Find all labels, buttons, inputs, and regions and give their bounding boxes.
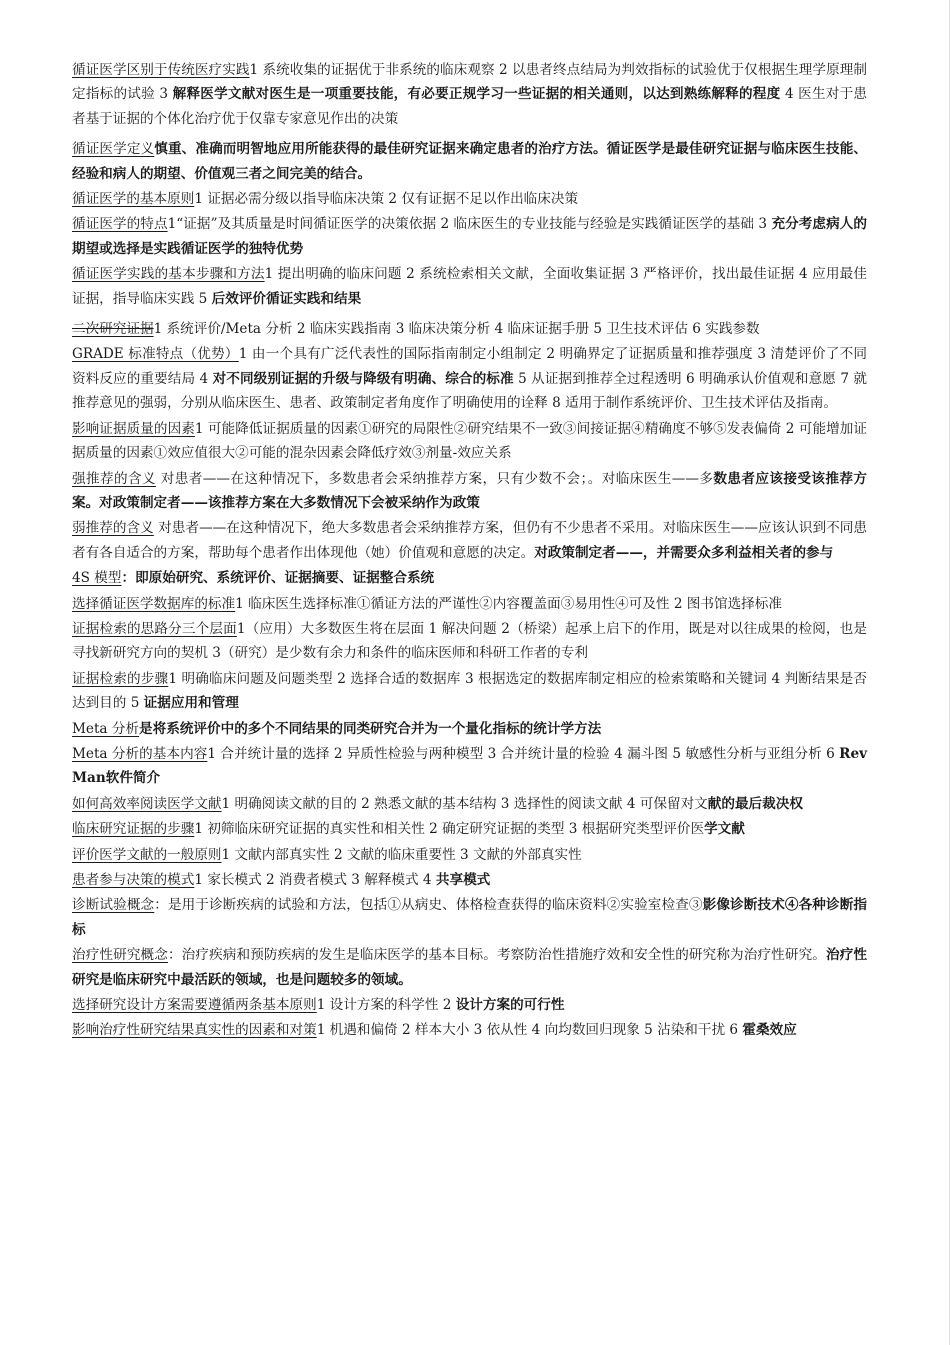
entry-bold: 后效评价循证实践和结果 bbox=[211, 290, 362, 307]
entry-text: 1 临床医生选择标准①循证方法的严谨性②内容覆盖面③易用性④可及性 2 图书馆选择标准 bbox=[235, 595, 782, 612]
entry-text: 对患者——在这种情况下，多数患者会采纳推荐方案，只有少数不会；。对临床医生——多 bbox=[156, 470, 714, 487]
entry-bold: 解释医学文献对医生是一项重要技能，有必要正规学习一些证据的相关通则，以达到熟练解释的程度 bbox=[172, 86, 781, 103]
entry-appraisal-principles bbox=[72, 843, 867, 867]
entry-term: 循证医学实践的基本步骤和方法 bbox=[72, 266, 265, 283]
entry-bold: 影像诊断技术④各种诊断指标 bbox=[72, 897, 868, 938]
entry-term: 患者参与决策的模式 bbox=[72, 872, 195, 888]
entry-strong-recommendation bbox=[72, 467, 867, 516]
entry-text: 1 系统收集的证据优于非系统的临床观察 2 以患者终点结局为判效指标的试验优于仅根据生理学原理制定指标的试验 3 bbox=[72, 62, 867, 103]
entry-bold: 数患者应该接受该推荐方案。对政策制定者——该推荐方案在大多数情况下会被采纳作为政策 bbox=[72, 470, 867, 511]
entry-ebm-steps bbox=[72, 262, 867, 311]
entry-text: 1“证据”及其质量是时间循证医学的决策依据 2 临床医生的专业技能与经验是实践循证医学的基础 3 bbox=[167, 216, 772, 233]
document-body bbox=[72, 58, 867, 1044]
entry-bold: 霍桑效应 bbox=[742, 1022, 797, 1039]
entry-bold: ：即原始研究、系统评价、证据摘要、证据整合系统 bbox=[121, 570, 435, 587]
entry-term: 选择研究设计方案需要遵循两条基本原则 bbox=[72, 997, 317, 1014]
entry-term: 影响证据质量的因素 bbox=[72, 420, 195, 437]
entry-term: Meta 分析的基本内容 bbox=[72, 745, 208, 762]
entry-therapeutic-study bbox=[72, 943, 867, 992]
entry-tail: 5 从证据到推荐全过程透明 6 明确承认价值观和意愿 7 就推荐意见的强弱，分别从临床医生、患者、政策制定者角度作了明确使用的诠释 8 适用于制作系统评价、卫生技术评估及指南。 bbox=[72, 370, 868, 412]
entry-term: 证据检索的步骤 bbox=[72, 670, 169, 687]
entry-ebm-vs-traditional bbox=[72, 58, 867, 131]
entry-text: 1 提出明确的临床问题 2 系统检索相关文献，全面收集证据 3 严格评价，找出最佳证据 4 应用最佳证据，指导临床实践 5 bbox=[72, 266, 868, 307]
entry-term: 强推荐的含义 bbox=[72, 470, 157, 487]
entry-text: 1 可能降低证据质量的因素①研究的局限性②研究结果不一致③间接证据④精确度不够⑤发表偏倚 2 可能增加证据质量的因素①效应值很大②可能的混杂因素会降低疗效③剂量-效应关系 bbox=[72, 420, 867, 462]
entry-term: 选择循证医学数据库的标准 bbox=[72, 595, 236, 612]
entry-text: 1 文献内部真实性 2 文献的临床重要性 3 文献的外部真实性 bbox=[221, 846, 582, 863]
entry-text: 对患者——在这种情况下，绝大多数患者会采纳推荐方案，但仍有不少患者不采用。对临床医生——应该认识到不同患者有各自适合的方案，帮助每个患者作出体现他（她）价值观和意愿的决定。 bbox=[72, 520, 867, 561]
entry-term: 治疗性研究概念 bbox=[72, 947, 168, 964]
entry-text: 1（应用）大多数医生将在层面 1 解决问题 2（桥梁）起承上启下的作用，既是对以往成果的检阅，也是寻找新研究方向的契机 3（研究）是少数有余力和条件的临床医师和科研工作者的专利 bbox=[72, 620, 868, 662]
entry-bold: 共享模式 bbox=[435, 872, 491, 888]
entry-ebm-features bbox=[72, 212, 867, 261]
entry-evidence-quality-factors bbox=[72, 417, 867, 466]
entry-term: 循证医学区别于传统医疗实践 bbox=[72, 62, 250, 78]
entry-bold: 充分考虑病人的期望或选择是实践循证医学的独特优势 bbox=[72, 216, 867, 257]
entry-meta-analysis bbox=[72, 717, 867, 741]
entry-term: 弱推荐的含义 bbox=[72, 520, 154, 537]
entry-term: Meta 分析 bbox=[72, 720, 140, 737]
entry-text: 1 合并统计量的选择 2 异质性检验与两种模型 3 合并统计量的检验 4 漏斗图 5 敏感性分析与亚组分析 6 bbox=[207, 745, 840, 762]
entry-validity-factors bbox=[72, 1018, 867, 1042]
entry-term: 循证医学的特点 bbox=[72, 216, 168, 233]
entry-search-levels bbox=[72, 617, 867, 666]
entry-text: 1 家长模式 2 消费者模式 3 解释模式 4 bbox=[194, 872, 436, 888]
entry-text: 1 证据必需分级以指导临床决策 2 仅有证据不足以作出临床决策 bbox=[194, 191, 579, 208]
entry-meta-analysis-content bbox=[72, 742, 867, 791]
entry-term: 二次研究证据 bbox=[72, 321, 154, 338]
entry-bold: 是将系统评价中的多个不同结果的同类研究合并为一个量化指标的统计学方法 bbox=[139, 720, 602, 737]
entry-text: ：是用于诊断疾病的试验和方法，包括①从病史、体格检查获得的临床资料②实验室检查③ bbox=[154, 897, 703, 914]
entry-term: 循证医学定义 bbox=[72, 141, 155, 158]
entry-grade bbox=[72, 342, 867, 415]
entry-term: 证据检索的思路分三个层面 bbox=[72, 620, 237, 637]
entry-database-criteria bbox=[72, 592, 867, 616]
entry-4s-model bbox=[72, 566, 867, 590]
entry-text: 1 明确阅读文献的目的 2 熟悉文献的基本结构 3 选择性的阅读文献 4 可保留对文 bbox=[221, 795, 708, 812]
entry-design-principles bbox=[72, 993, 867, 1017]
entry-term: 循证医学的基本原则 bbox=[72, 191, 195, 208]
entry-term: 临床研究证据的步骤 bbox=[72, 821, 195, 838]
entry-term: 如何高效率阅读医学文献 bbox=[72, 795, 222, 812]
entry-term: 诊断试验概念 bbox=[72, 897, 155, 914]
entry-term: 评价医学文献的一般原则 bbox=[72, 846, 222, 863]
entry-bold: 对不同级别证据的升级与降级有明确、综合的标准 bbox=[212, 370, 514, 387]
entry-weak-recommendation bbox=[72, 516, 867, 565]
entry-bold: RevMan软件简介 bbox=[72, 745, 867, 787]
entry-clinical-evidence-steps bbox=[72, 817, 867, 841]
entry-bold: 慎重、准确而明智地应用所能获得的最佳研究证据来确定患者的治疗方法。 bbox=[154, 141, 607, 158]
entry-text: 1 设计方案的科学性 2 bbox=[316, 997, 456, 1014]
entry-bold: 设计方案的可行性 bbox=[455, 997, 565, 1014]
entry-ebm-definition bbox=[72, 137, 867, 186]
entry-term: 4S 模型 bbox=[72, 570, 122, 587]
entry-text: 1 初筛临床研究证据的真实性和相关性 2 确定研究证据的类型 3 根据研究类型评价医 bbox=[194, 821, 705, 838]
entry-text: 1 系统评价/Meta 分析 2 临床实践指南 3 临床决策分析 4 临床证据手册 5 卫生技术评估 6 实践参数 bbox=[153, 321, 760, 338]
entry-bold: 证据应用和管理 bbox=[143, 695, 239, 712]
entry-text: ：治疗疾病和预防疾病的发生是临床医学的基本目标。考察防治性措施疗效和安全性的研究称为治疗性研究。 bbox=[167, 947, 826, 964]
entry-term: GRADE 标准特点（优势） bbox=[72, 346, 239, 363]
entry-tail: 4 医生对于患者基于证据的个体化治疗优于仅靠专家意见作出的决策 bbox=[72, 86, 868, 127]
entry-bold: 学文献 bbox=[704, 821, 745, 838]
entry-text: 1 由一个具有广泛代表性的国际指南制定小组制定 2 明确界定了证据质量和推荐强度 3 清楚评价了不同资料反应的重要结局 4 bbox=[72, 346, 867, 387]
entry-bold: 对政策制定者——，并需要众多利益相关者的参与 bbox=[534, 544, 834, 561]
entry-bold: 治疗性研究是临床研究中最活跃的领域，也是问题较多的领域。 bbox=[72, 947, 868, 988]
entry-bold: 献的最后裁决权 bbox=[707, 795, 803, 812]
entry-text: 1 机遇和偏倚 2 样本大小 3 依从性 4 向均数回归现象 5 沾染和干扰 6 bbox=[316, 1022, 743, 1039]
entry-decision-models bbox=[72, 868, 867, 892]
entry-text: 1 明确临床问题及问题类型 2 选择合适的数据库 3 根据选定的数据库制定相应的检索策略和关键词 4 判断结果是否达到目的 5 bbox=[72, 670, 868, 712]
entry-tail: 循证医学是最佳研究证据与临床医生技能、经验和病人的期望、价值观三者之间完美的结合。 bbox=[72, 141, 868, 182]
entry-secondary-evidence bbox=[72, 317, 867, 341]
entry-term: 影响治疗性研究结果真实性的因素和对策 bbox=[72, 1022, 317, 1039]
entry-reading-literature bbox=[72, 792, 867, 816]
entry-search-steps bbox=[72, 667, 867, 716]
entry-diagnostic-test bbox=[72, 893, 867, 942]
entry-ebm-principles bbox=[72, 187, 867, 211]
